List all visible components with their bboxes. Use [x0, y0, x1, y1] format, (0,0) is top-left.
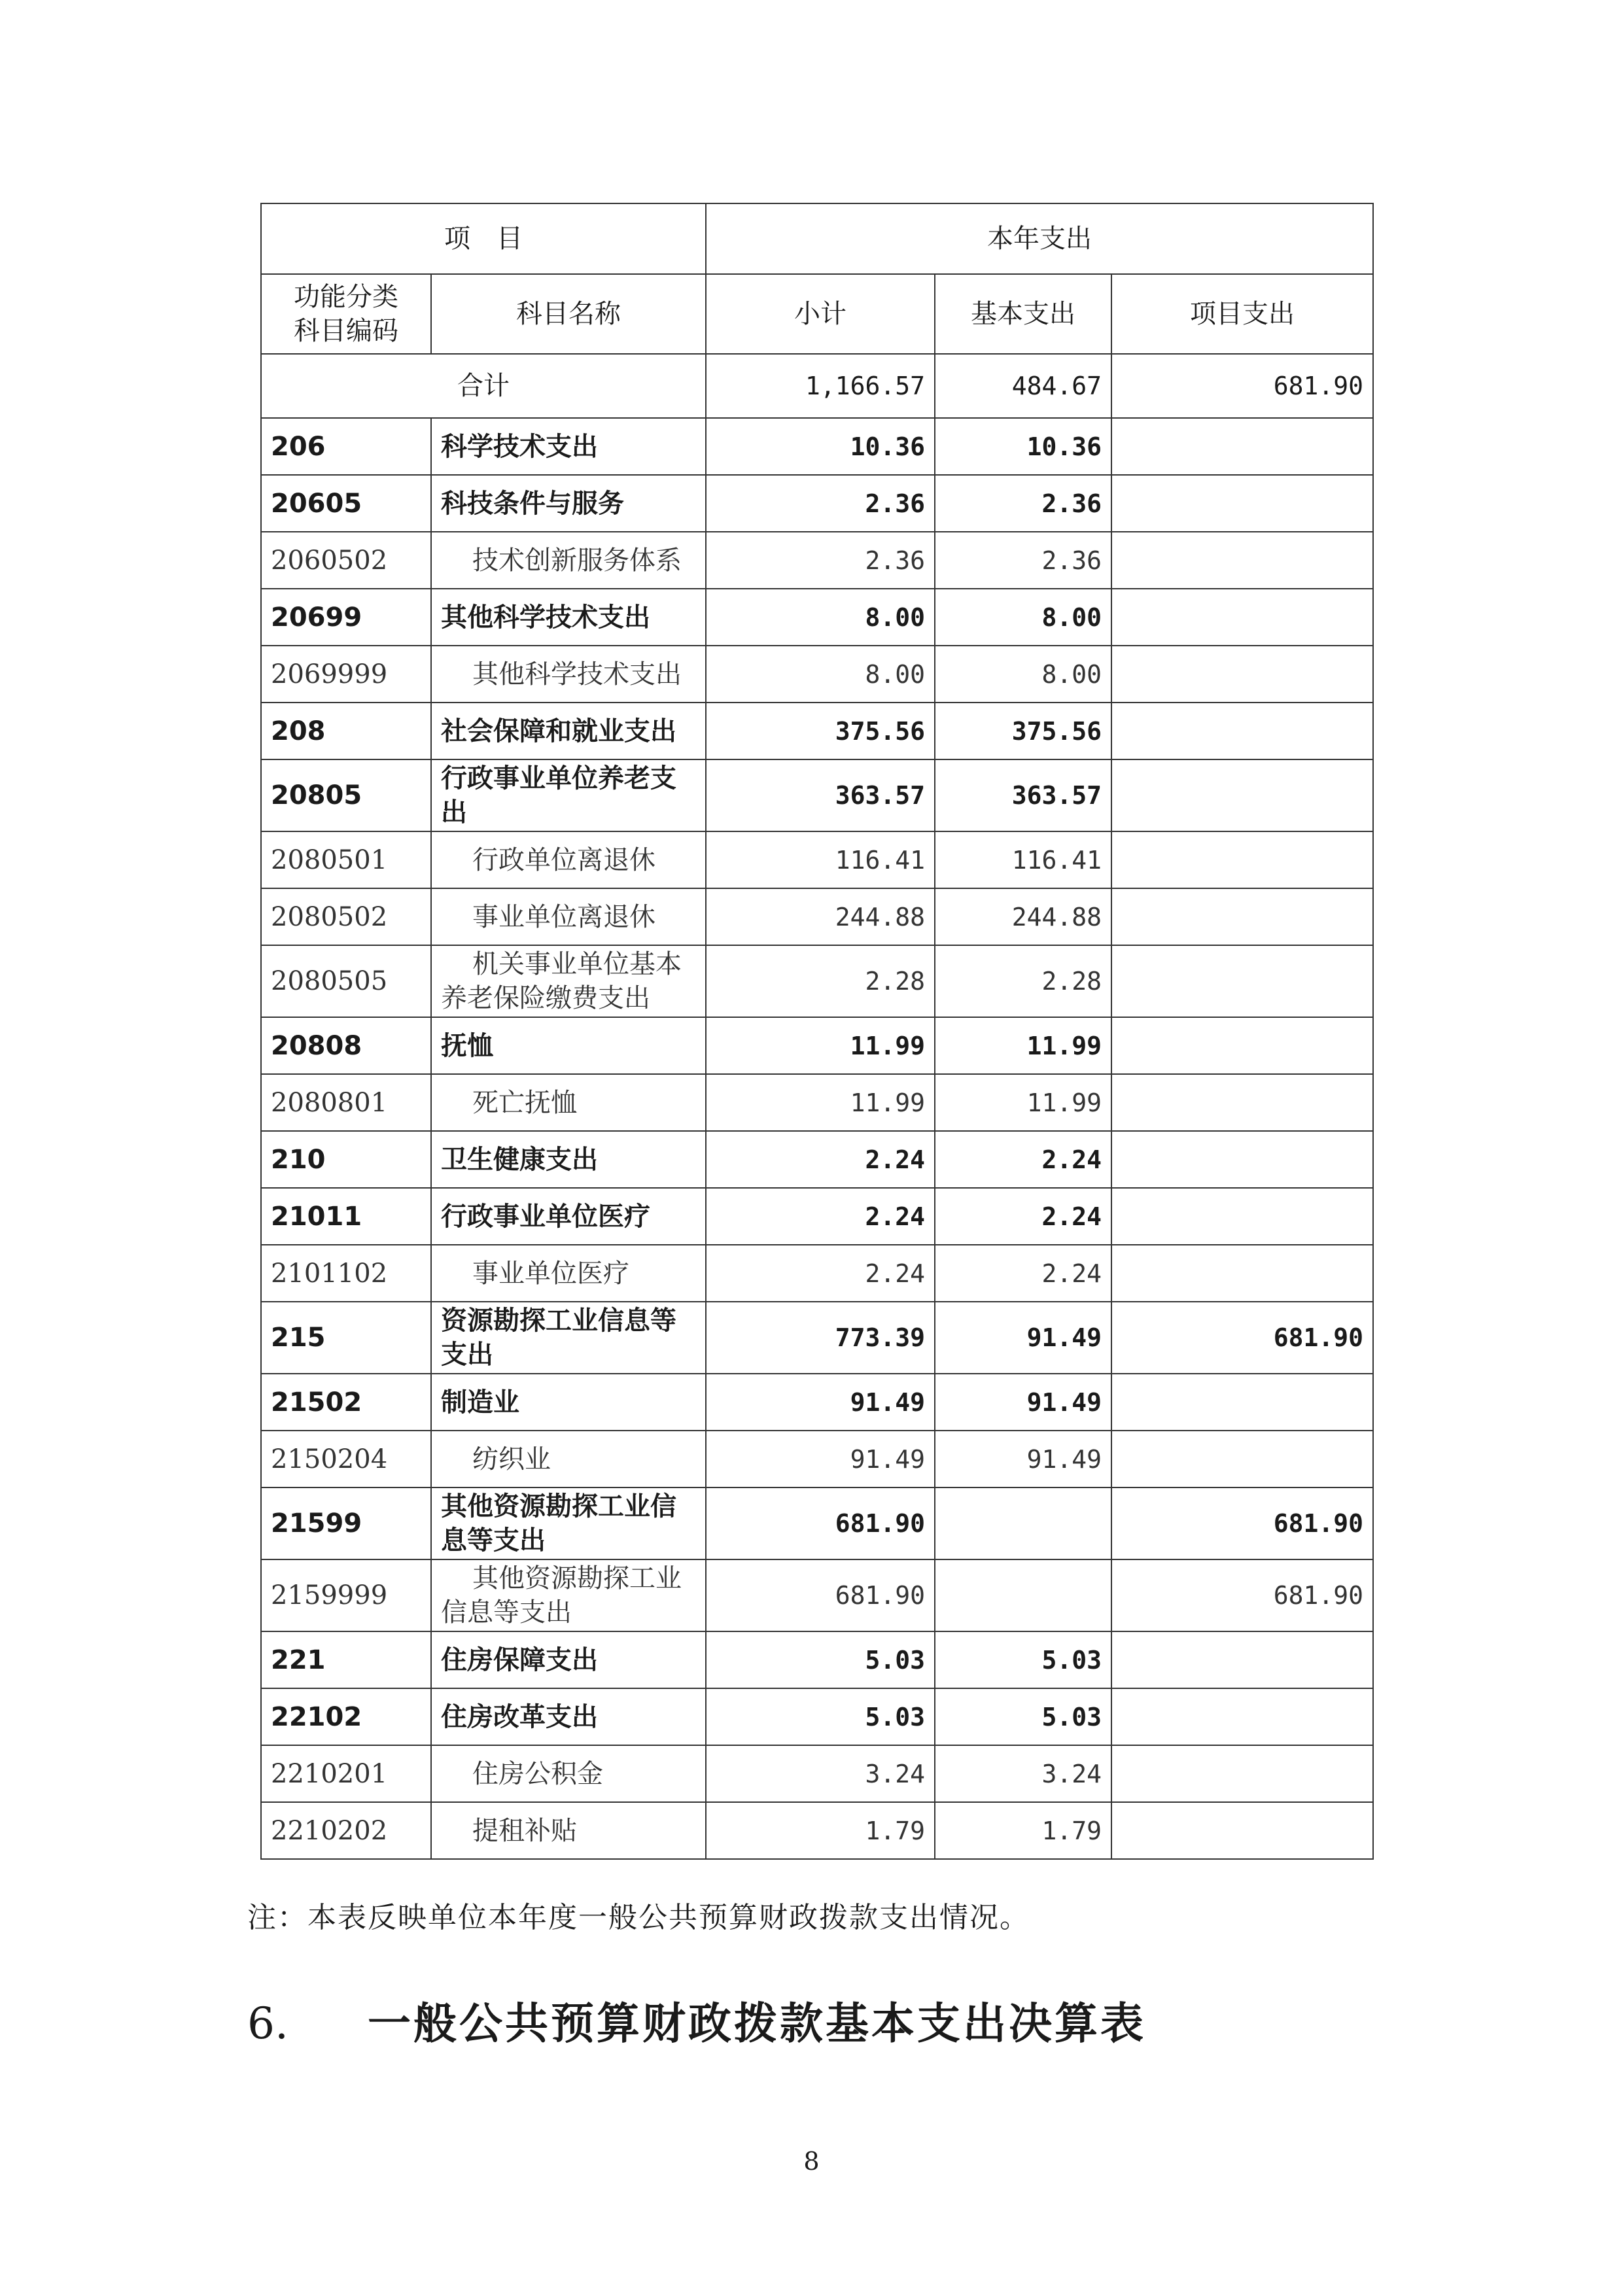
row-code: 2210201 [261, 1745, 431, 1802]
row-project [1111, 703, 1373, 759]
row-project [1111, 1074, 1373, 1131]
row-subtotal: 5.03 [706, 1631, 935, 1688]
table-note: 注：本表反映单位本年度一般公共预算财政拨款支出情况。 [247, 1901, 1030, 1934]
section-heading [247, 1989, 1146, 2051]
row-name: 事业单位离退休 [431, 888, 706, 945]
row-name: 住房保障支出 [431, 1631, 706, 1688]
row-subtotal: 1.79 [706, 1802, 935, 1859]
row-subtotal: 375.56 [706, 703, 935, 759]
row-basic: 244.88 [935, 888, 1111, 945]
row-subtotal: 91.49 [706, 1431, 935, 1487]
header-subtotal: 小计 [706, 274, 935, 354]
row-code: 2159999 [261, 1559, 431, 1631]
row-basic: 375.56 [935, 703, 1111, 759]
row-project [1111, 1431, 1373, 1487]
row-basic: 91.49 [935, 1431, 1111, 1487]
row-project [1111, 475, 1373, 532]
table-row [261, 589, 1373, 646]
row-basic: 5.03 [935, 1631, 1111, 1688]
row-project [1111, 888, 1373, 945]
row-subtotal: 363.57 [706, 759, 935, 831]
row-name: 其他资源勘探工业信息等支出 [431, 1559, 706, 1631]
row-subtotal: 116.41 [706, 831, 935, 888]
row-basic: 2.24 [935, 1245, 1111, 1302]
row-project [1111, 759, 1373, 831]
row-project [1111, 1188, 1373, 1245]
row-code: 206 [261, 418, 431, 475]
row-code: 22102 [261, 1688, 431, 1745]
row-name: 社会保障和就业支出 [431, 703, 706, 759]
row-project [1111, 945, 1373, 1017]
row-name: 卫生健康支出 [431, 1131, 706, 1188]
row-name: 行政事业单位医疗 [431, 1188, 706, 1245]
table-row [261, 1631, 1373, 1688]
row-project: 681.90 [1111, 1487, 1373, 1559]
row-basic: 10.36 [935, 418, 1111, 475]
row-basic: 5.03 [935, 1688, 1111, 1745]
row-subtotal: 8.00 [706, 589, 935, 646]
row-code: 2080505 [261, 945, 431, 1017]
table-row [261, 1188, 1373, 1245]
header-current-year: 本年支出 [706, 203, 1373, 274]
row-code: 21502 [261, 1374, 431, 1431]
row-name: 其他科学技术支出 [431, 646, 706, 703]
row-name: 提租补贴 [431, 1802, 706, 1859]
header-project-exp: 项目支出 [1111, 274, 1373, 354]
header-name: 科目名称 [431, 274, 706, 354]
row-name: 住房改革支出 [431, 1688, 706, 1745]
row-subtotal: 2.24 [706, 1188, 935, 1245]
row-code: 2210202 [261, 1802, 431, 1859]
row-subtotal: 2.28 [706, 945, 935, 1017]
row-subtotal: 2.36 [706, 532, 935, 589]
row-subtotal: 2.36 [706, 475, 935, 532]
header-project: 项 目 [261, 203, 706, 274]
table-row [261, 1245, 1373, 1302]
table-row [261, 532, 1373, 589]
row-code: 2150204 [261, 1431, 431, 1487]
section-title: 一般公共预算财政拨款基本支出决算表 [367, 1998, 1146, 2049]
table-row [261, 1374, 1373, 1431]
row-subtotal: 2.24 [706, 1245, 935, 1302]
row-code: 2080801 [261, 1074, 431, 1131]
row-project [1111, 532, 1373, 589]
table-row [261, 1745, 1373, 1802]
page-number: 8 [803, 2147, 820, 2176]
row-code: 208 [261, 703, 431, 759]
row-name: 行政事业单位养老支出 [431, 759, 706, 831]
row-basic: 8.00 [935, 589, 1111, 646]
row-project [1111, 589, 1373, 646]
row-code: 20808 [261, 1017, 431, 1074]
row-basic [935, 1487, 1111, 1559]
row-code: 210 [261, 1131, 431, 1188]
header-code-line1: 功能分类 [294, 282, 398, 312]
row-project [1111, 1745, 1373, 1802]
header-basic: 基本支出 [935, 274, 1111, 354]
row-code: 221 [261, 1631, 431, 1688]
row-code: 215 [261, 1302, 431, 1374]
row-name: 其他科学技术支出 [431, 589, 706, 646]
header-code-line2: 科目编码 [294, 316, 398, 346]
row-subtotal: 773.39 [706, 1302, 935, 1374]
row-name: 纺织业 [431, 1431, 706, 1487]
table-row [261, 1131, 1373, 1188]
row-code: 2069999 [261, 646, 431, 703]
table-row [261, 1074, 1373, 1131]
row-code: 21011 [261, 1188, 431, 1245]
row-code: 2080502 [261, 888, 431, 945]
row-project [1111, 1131, 1373, 1188]
header-row-1 [261, 203, 1373, 274]
row-name: 技术创新服务体系 [431, 532, 706, 589]
row-basic: 363.57 [935, 759, 1111, 831]
table-row [261, 1559, 1373, 1631]
row-subtotal: 3.24 [706, 1745, 935, 1802]
row-subtotal: 10.36 [706, 418, 935, 475]
row-code: 20699 [261, 589, 431, 646]
row-name: 行政单位离退休 [431, 831, 706, 888]
row-name: 科技条件与服务 [431, 475, 706, 532]
row-project [1111, 1631, 1373, 1688]
row-project [1111, 1802, 1373, 1859]
row-subtotal: 11.99 [706, 1017, 935, 1074]
row-project: 681.90 [1111, 1559, 1373, 1631]
table-row [261, 1802, 1373, 1859]
row-name: 死亡抚恤 [431, 1074, 706, 1131]
row-name: 事业单位医疗 [431, 1245, 706, 1302]
table-row [261, 703, 1373, 759]
total-label: 合计 [261, 354, 706, 418]
header-row-2 [261, 274, 1373, 354]
table-row [261, 1688, 1373, 1745]
table-row [261, 888, 1373, 945]
table-row [261, 945, 1373, 1017]
row-basic: 2.36 [935, 475, 1111, 532]
budget-table [260, 203, 1374, 1860]
row-basic [935, 1559, 1111, 1631]
row-project [1111, 1017, 1373, 1074]
row-subtotal: 91.49 [706, 1374, 935, 1431]
table-row [261, 1017, 1373, 1074]
row-project [1111, 831, 1373, 888]
row-name: 其他资源勘探工业信息等支出 [431, 1487, 706, 1559]
row-subtotal: 2.24 [706, 1131, 935, 1188]
row-subtotal: 11.99 [706, 1074, 935, 1131]
row-subtotal: 244.88 [706, 888, 935, 945]
row-basic: 91.49 [935, 1302, 1111, 1374]
row-basic: 3.24 [935, 1745, 1111, 1802]
row-basic: 1.79 [935, 1802, 1111, 1859]
row-project [1111, 418, 1373, 475]
row-code: 21599 [261, 1487, 431, 1559]
header-code [261, 274, 431, 354]
table-row [261, 831, 1373, 888]
row-name: 抚恤 [431, 1017, 706, 1074]
total-row [261, 354, 1373, 418]
total-subtotal: 1,166.57 [706, 354, 935, 418]
row-name: 制造业 [431, 1374, 706, 1431]
total-basic: 484.67 [935, 354, 1111, 418]
row-basic: 2.28 [935, 945, 1111, 1017]
row-subtotal: 8.00 [706, 646, 935, 703]
row-project: 681.90 [1111, 1302, 1373, 1374]
table-row [261, 1487, 1373, 1559]
row-code: 2101102 [261, 1245, 431, 1302]
row-basic: 8.00 [935, 646, 1111, 703]
row-name: 住房公积金 [431, 1745, 706, 1802]
table-row [261, 759, 1373, 831]
total-project: 681.90 [1111, 354, 1373, 418]
row-basic: 2.24 [935, 1188, 1111, 1245]
row-basic: 91.49 [935, 1374, 1111, 1431]
table-row [261, 475, 1373, 532]
row-project [1111, 646, 1373, 703]
row-code: 20805 [261, 759, 431, 831]
table-row [261, 646, 1373, 703]
row-code: 2080501 [261, 831, 431, 888]
row-basic: 11.99 [935, 1074, 1111, 1131]
row-project [1111, 1688, 1373, 1745]
row-basic: 116.41 [935, 831, 1111, 888]
row-basic: 2.36 [935, 532, 1111, 589]
row-project [1111, 1374, 1373, 1431]
row-subtotal: 5.03 [706, 1688, 935, 1745]
row-code: 20605 [261, 475, 431, 532]
table-row [261, 418, 1373, 475]
row-subtotal: 681.90 [706, 1559, 935, 1631]
row-name: 资源勘探工业信息等支出 [431, 1302, 706, 1374]
row-project [1111, 1245, 1373, 1302]
row-basic: 11.99 [935, 1017, 1111, 1074]
row-name: 科学技术支出 [431, 418, 706, 475]
table-row [261, 1302, 1373, 1374]
section-number: 6. [247, 1998, 288, 2049]
row-basic: 2.24 [935, 1131, 1111, 1188]
row-subtotal: 681.90 [706, 1487, 935, 1559]
row-code: 2060502 [261, 532, 431, 589]
row-name: 机关事业单位基本养老保险缴费支出 [431, 945, 706, 1017]
table-row [261, 1431, 1373, 1487]
